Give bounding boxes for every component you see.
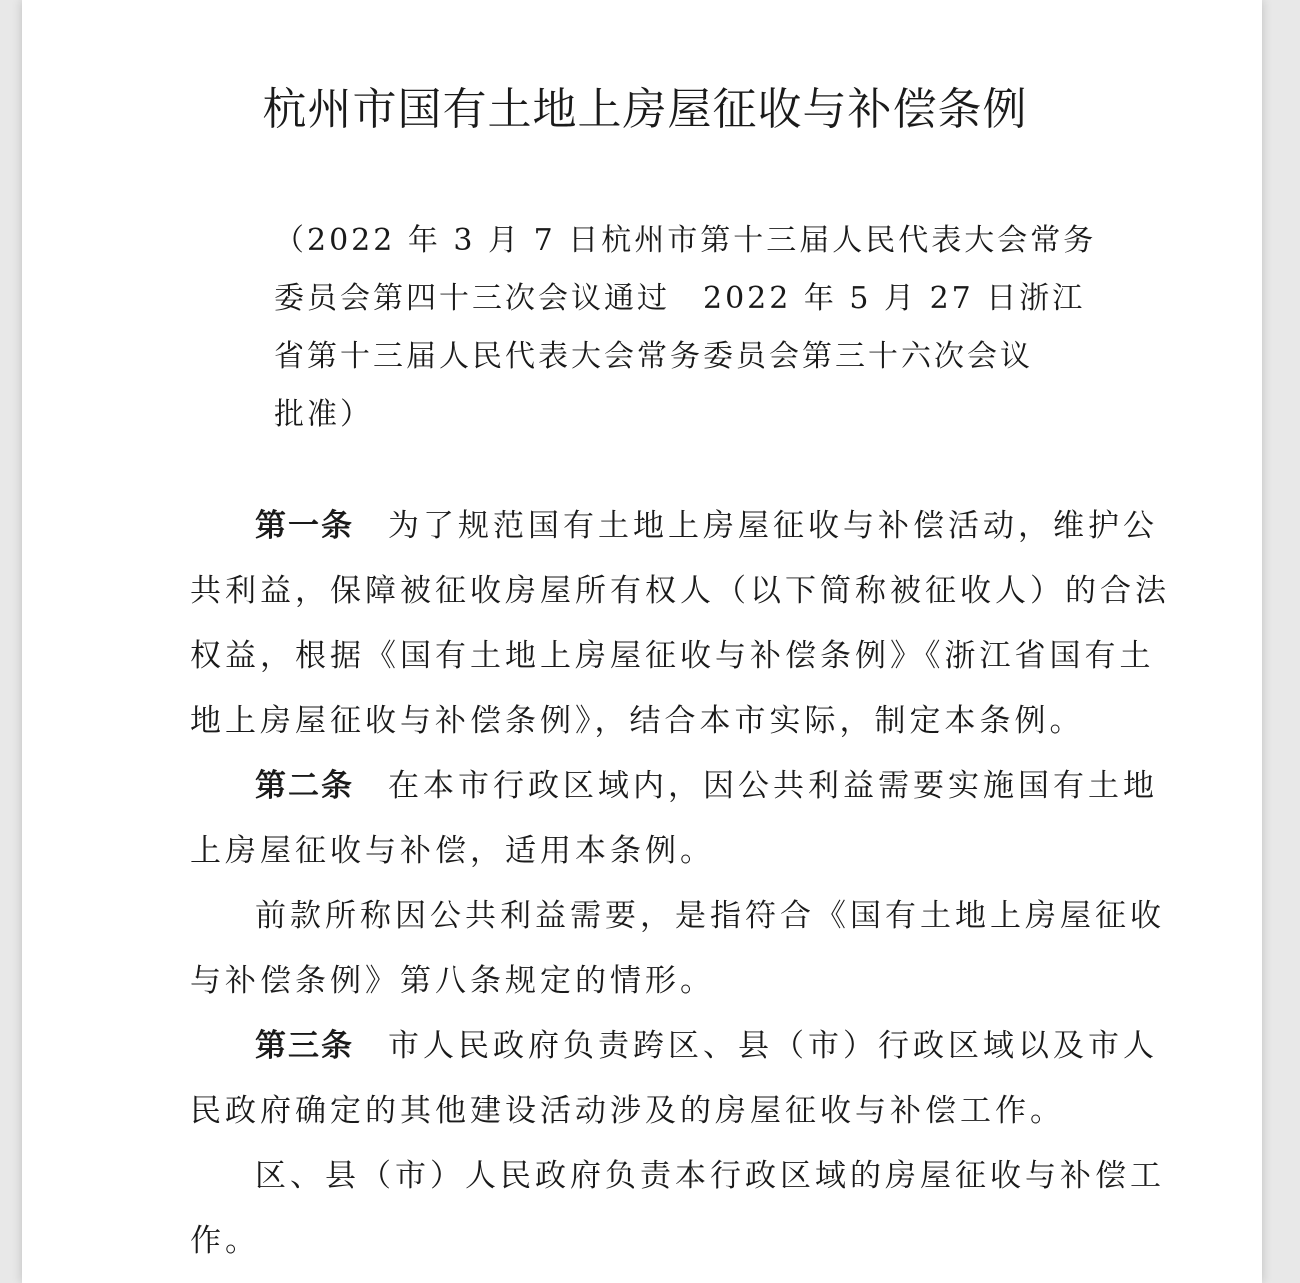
article-3-line [190,1014,1158,1079]
document-title: 杭州市国有土地上房屋征收与补偿条例 [262,84,1028,135]
article-2-label: 第二条 [255,768,354,804]
article-3-para-2-line: 作。 [190,1223,260,1259]
document-body [190,494,1170,1274]
article-text: 为了规范国有土地上房屋征收与补偿活动，维护公 [388,508,1158,544]
article-2-para-2-line: 与补偿条例》第八条规定的情形。 [190,963,715,999]
article-1-label: 第一条 [255,508,354,544]
article-3-para-2-line: 区、县（市）人民政府负责本行政区域的房屋征收与补偿工 [255,1158,1165,1194]
article-text: 市人民政府负责跨区、县（市）行政区域以及市人 [388,1028,1158,1064]
article-1-line: 共利益，保障被征收房屋所有权人（以下简称被征收人）的合法 [190,573,1170,609]
note-line: 委员会第四十三次会议通过 2022 年 5 月 27 日浙江 [274,281,1086,316]
note-line: 省第十三届人民代表大会常务委员会第三十六次会议 [274,339,1033,374]
note-line: （2022 年 3 月 7 日杭州市第十三届人民代表大会常务 [274,223,1097,258]
article-3-label: 第三条 [255,1028,354,1064]
note-line: 批准） [274,397,373,432]
article-2-para-2-line: 前款所称因公共利益需要，是指符合《国有土地上房屋征收 [255,898,1165,934]
article-1-line: 权益，根据《国有土地上房屋征收与补偿条例》《浙江省国有土 [190,638,1155,674]
adoption-note [274,212,1097,444]
article-text: 在本市行政区域内，因公共利益需要实施国有土地 [388,768,1158,804]
article-2-line [190,754,1158,819]
article-1-line [190,494,1158,559]
article-2-line: 上房屋征收与补偿，适用本条例。 [190,833,715,869]
article-3-line: 民政府确定的其他建设活动涉及的房屋征收与补偿工作。 [190,1093,1065,1129]
article-1-line: 地上房屋征收与补偿条例》，结合本市实际，制定本条例。 [190,703,1085,739]
